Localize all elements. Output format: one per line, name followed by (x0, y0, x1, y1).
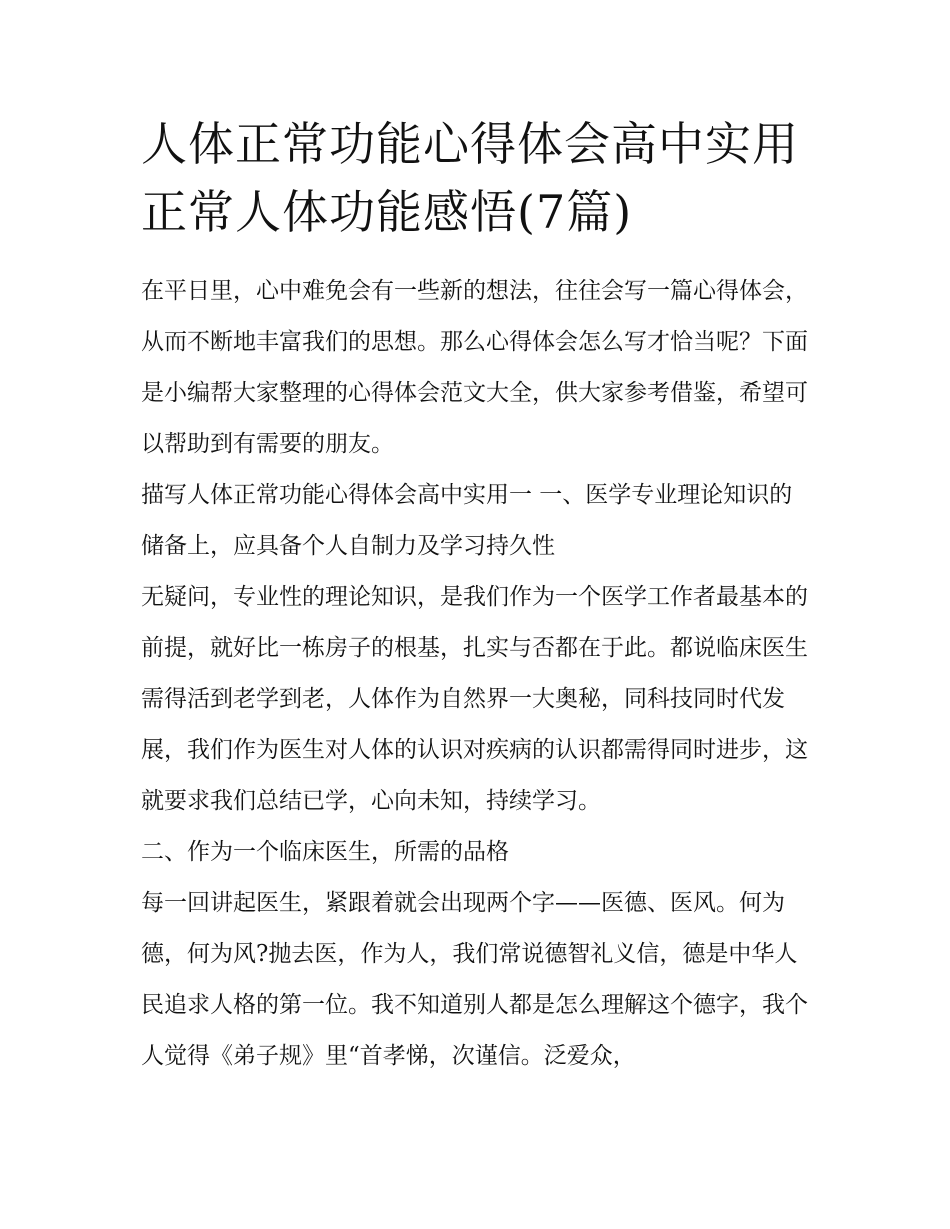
document-page (141, 110, 813, 1082)
section-heading-1: 描写人体正常功能心得体会高中实用一 一、医学专业理论知识的储备上，应具备个人自制力及学习持久性 (141, 482, 793, 559)
section-heading-2: 二、作为一个临床医生，所需的品格 (141, 839, 509, 865)
body-paragraph-1: 无疑问，专业性的理论知识，是我们作为一个医学工作者最基本的前提，就好比一栋房子的根基，扎实与否都在于此。都说临床医生需得活到老学到老，人体作为自然界一大奥秘，同科技同时代发展，我们作为医生对人体的认识对疾病的认识都需得同时进步，这就要求我们总结已学，心向未知，持续学习。 (141, 584, 808, 814)
body-paragraph-2: 每一回讲起医生，紧跟着就会出现两个字——医德、医风。何为德，何为风?抛去医，作为人，我们常说德智礼义信，德是中华人民追求人格的第一位。我不知道别人都是怎么理解这个德字，我个人觉得《弟子规》里“首孝悌，次谨信。泛爱众， (141, 890, 808, 1069)
document-title: 人体正常功能心得体会高中实用 正常人体功能感悟(7篇) (141, 117, 799, 239)
intro-paragraph: 在平日里，心中难免会有一些新的想法，往往会写一篇心得体会，从而不断地丰富我们的思想。那么心得体会怎么写才恰当呢？下面是小编帮大家整理的心得体会范文大全，供大家参考借鉴，希望可以帮助到有需要的朋友。 (141, 278, 808, 457)
document-body (141, 266, 813, 1082)
